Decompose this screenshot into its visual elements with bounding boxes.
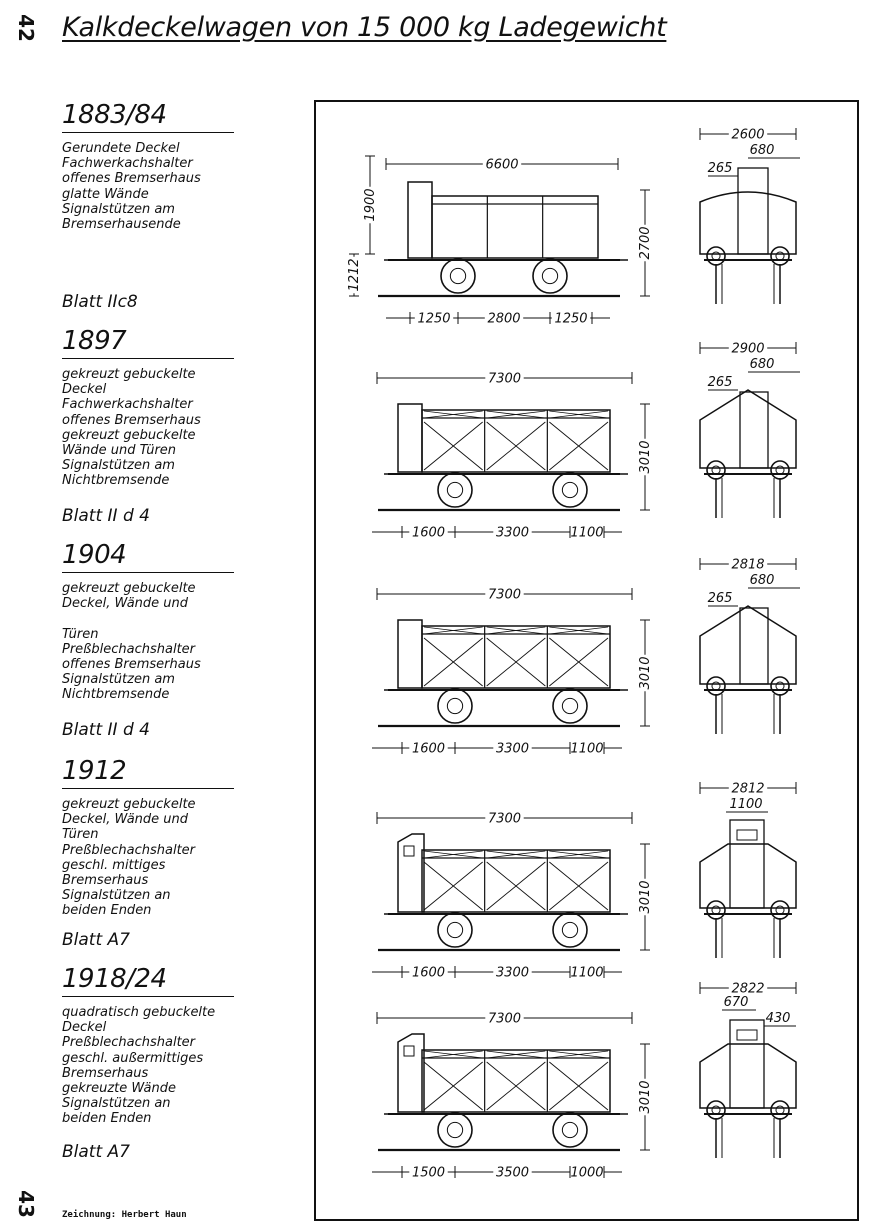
wheel — [438, 1113, 472, 1147]
cabin-window — [404, 846, 414, 856]
wheel-hub — [562, 482, 577, 497]
brake-platform — [398, 404, 422, 472]
wheel-hub — [447, 482, 462, 497]
cabin-window — [404, 1046, 414, 1056]
dimension-label: 670 — [723, 995, 749, 1010]
entry-sheet: Blatt II d 4 — [62, 506, 150, 526]
entry-year: 1904 — [62, 540, 234, 573]
end-view-body — [700, 192, 796, 254]
dimension-label: 3300 — [495, 741, 530, 757]
wagon-body — [422, 850, 610, 912]
wagon-drawing-4 — [372, 782, 796, 981]
dimension-label: 680 — [749, 573, 775, 588]
dimension-label: 2818 — [731, 557, 765, 573]
end-view-wheel — [771, 247, 789, 265]
wagon-drawing-2 — [372, 342, 800, 541]
dimension-label: 1600 — [411, 741, 446, 757]
entry-sheet: Blatt A7 — [62, 930, 130, 950]
dimension-label: 2822 — [731, 981, 765, 997]
wagon-body — [432, 196, 598, 258]
wagon-drawing-1 — [347, 128, 800, 327]
dimension-label: 7300 — [487, 811, 522, 827]
end-view-brakehut — [740, 608, 768, 684]
dimension-label: 1900 — [363, 188, 378, 222]
wheel-hub — [450, 268, 465, 283]
dimension-label: 1250 — [417, 311, 451, 327]
entry-sheet: Blatt IIc8 — [62, 292, 138, 312]
end-view-window — [737, 830, 757, 840]
wheel-hub — [712, 906, 720, 914]
wagon-body — [422, 410, 610, 472]
dimension-label: 7300 — [487, 587, 522, 603]
wagon-drawing-3 — [372, 558, 800, 757]
dimension-label: 3010 — [638, 440, 653, 474]
page-title: Kalkdeckelwagen von 15 000 kg Ladegewicht — [62, 12, 667, 43]
dimension-label: 1600 — [411, 965, 446, 981]
end-view-body — [700, 844, 796, 908]
dimension-label: 2700 — [638, 226, 653, 260]
page-number-top: 42 — [13, 14, 38, 42]
end-view-window — [737, 1030, 757, 1040]
wheel-hub — [776, 906, 784, 914]
end-view-brakehut — [740, 392, 768, 468]
dimension-label: 7300 — [487, 1011, 522, 1027]
dimension-label: 2900 — [731, 341, 765, 357]
wheel — [438, 689, 472, 723]
dimension-label: 7300 — [487, 371, 522, 387]
dimension-label: 1250 — [554, 311, 588, 327]
wagon-body — [422, 1050, 610, 1112]
end-view-wheel — [771, 677, 789, 695]
wheel — [553, 913, 587, 947]
entry-description: Gerundete Deckel Fachwerkachshalter offenes Bremserhaus glatte Wände Signalstützen am Bremserhausende — [62, 141, 201, 233]
wheel-hub — [562, 922, 577, 937]
entry-sheet: Blatt II d 4 — [62, 720, 150, 740]
wheel-hub — [776, 252, 784, 260]
wheel-hub — [776, 682, 784, 690]
wheel — [553, 1113, 587, 1147]
drawing-credit: Zeichnung: Herbert Haun — [62, 1210, 187, 1220]
wheel — [441, 259, 475, 293]
dimension-label: 1100 — [570, 525, 604, 541]
wheel-hub — [447, 698, 462, 713]
entry-description: gekreuzt gebuckelte Deckel, Wände und Türen Preßblechachshalter geschl. mittiges Bremserhaus Signalstützen an beiden Enden — [62, 797, 196, 919]
end-view-brakehut — [738, 168, 768, 254]
page-number-bottom: 43 — [13, 1190, 38, 1218]
end-view-wheel — [707, 1101, 725, 1119]
dimension-label: 1100 — [729, 797, 763, 812]
brake-platform — [398, 620, 422, 688]
wheel-hub — [542, 268, 557, 283]
wheel-hub — [776, 1106, 784, 1114]
entry-description: gekreuzt gebuckelte Deckel, Wände und Türen Preßblechachshalter offenes Bremserhaus Signalstützen am Nichtbremsende — [62, 581, 201, 703]
end-view-body — [700, 1044, 796, 1108]
dimension-label: 3010 — [638, 880, 653, 914]
end-view-wheel — [771, 461, 789, 479]
entry-description: gekreuzt gebuckelte Deckel Fachwerkachshalter offenes Bremserhaus gekreuzt gebuckelte Wände und Türen Signalstützen am Nichtbremsende — [62, 367, 201, 489]
end-view-wheel — [707, 901, 725, 919]
entry-year: 1897 — [62, 326, 234, 359]
end-view-brakehut — [730, 1020, 764, 1108]
dimension-label: 1600 — [411, 525, 446, 541]
dimension-label: 3010 — [638, 1080, 653, 1114]
dimension-label: 1100 — [570, 965, 604, 981]
wheel-hub — [712, 466, 720, 474]
entry-year: 1918/24 — [62, 964, 234, 997]
wheel-hub — [447, 1122, 462, 1137]
end-view-wheel — [707, 461, 725, 479]
dimension-label: 1000 — [570, 1165, 604, 1181]
dimension-label: 680 — [749, 357, 775, 372]
dimension-label: 1212 — [347, 258, 362, 292]
dimension-label: 265 — [707, 161, 733, 176]
wheel-hub — [712, 1106, 720, 1114]
wheel-hub — [776, 466, 784, 474]
dimension-label: 3300 — [495, 965, 530, 981]
entry-year: 1912 — [62, 756, 234, 789]
entry-description: quadratisch gebuckelte Deckel Preßblechachshalter geschl. außermittiges Bremserhaus gekreuzte Wände Signalstützen an beiden Enden — [62, 1005, 216, 1127]
dimension-label: 3500 — [495, 1165, 530, 1181]
wheel-hub — [562, 698, 577, 713]
wheel-hub — [712, 252, 720, 260]
wheel — [533, 259, 567, 293]
end-view-wheel — [707, 247, 725, 265]
dimension-label: 1100 — [570, 741, 604, 757]
dimension-label: 2600 — [731, 127, 765, 143]
wagon-drawing-5 — [372, 982, 796, 1181]
dimension-label: 680 — [749, 143, 775, 158]
brake-platform — [408, 182, 432, 258]
dimension-label: 265 — [707, 375, 733, 390]
entry-sheet: Blatt A7 — [62, 1142, 130, 1162]
dimension-label: 3010 — [638, 656, 653, 690]
end-view-wheel — [771, 901, 789, 919]
wagon-body — [422, 626, 610, 688]
dimension-label: 1500 — [411, 1165, 446, 1181]
end-view-wheel — [707, 677, 725, 695]
wheel-hub — [562, 1122, 577, 1137]
wheel-hub — [712, 682, 720, 690]
end-view-body — [700, 606, 796, 684]
dimension-label: 2812 — [731, 781, 765, 797]
wheel — [553, 473, 587, 507]
dimension-label: 2800 — [487, 311, 521, 327]
dimension-label: 430 — [765, 1011, 791, 1026]
dimension-label: 3300 — [495, 525, 530, 541]
dimension-label: 6600 — [485, 157, 519, 173]
wheel — [438, 473, 472, 507]
end-view-wheel — [771, 1101, 789, 1119]
wheel — [438, 913, 472, 947]
wheel — [553, 689, 587, 723]
entry-year: 1883/84 — [62, 100, 234, 133]
end-view-body — [700, 390, 796, 468]
end-view-brakehut — [730, 820, 764, 908]
dimension-label: 265 — [707, 591, 733, 606]
wheel-hub — [447, 922, 462, 937]
